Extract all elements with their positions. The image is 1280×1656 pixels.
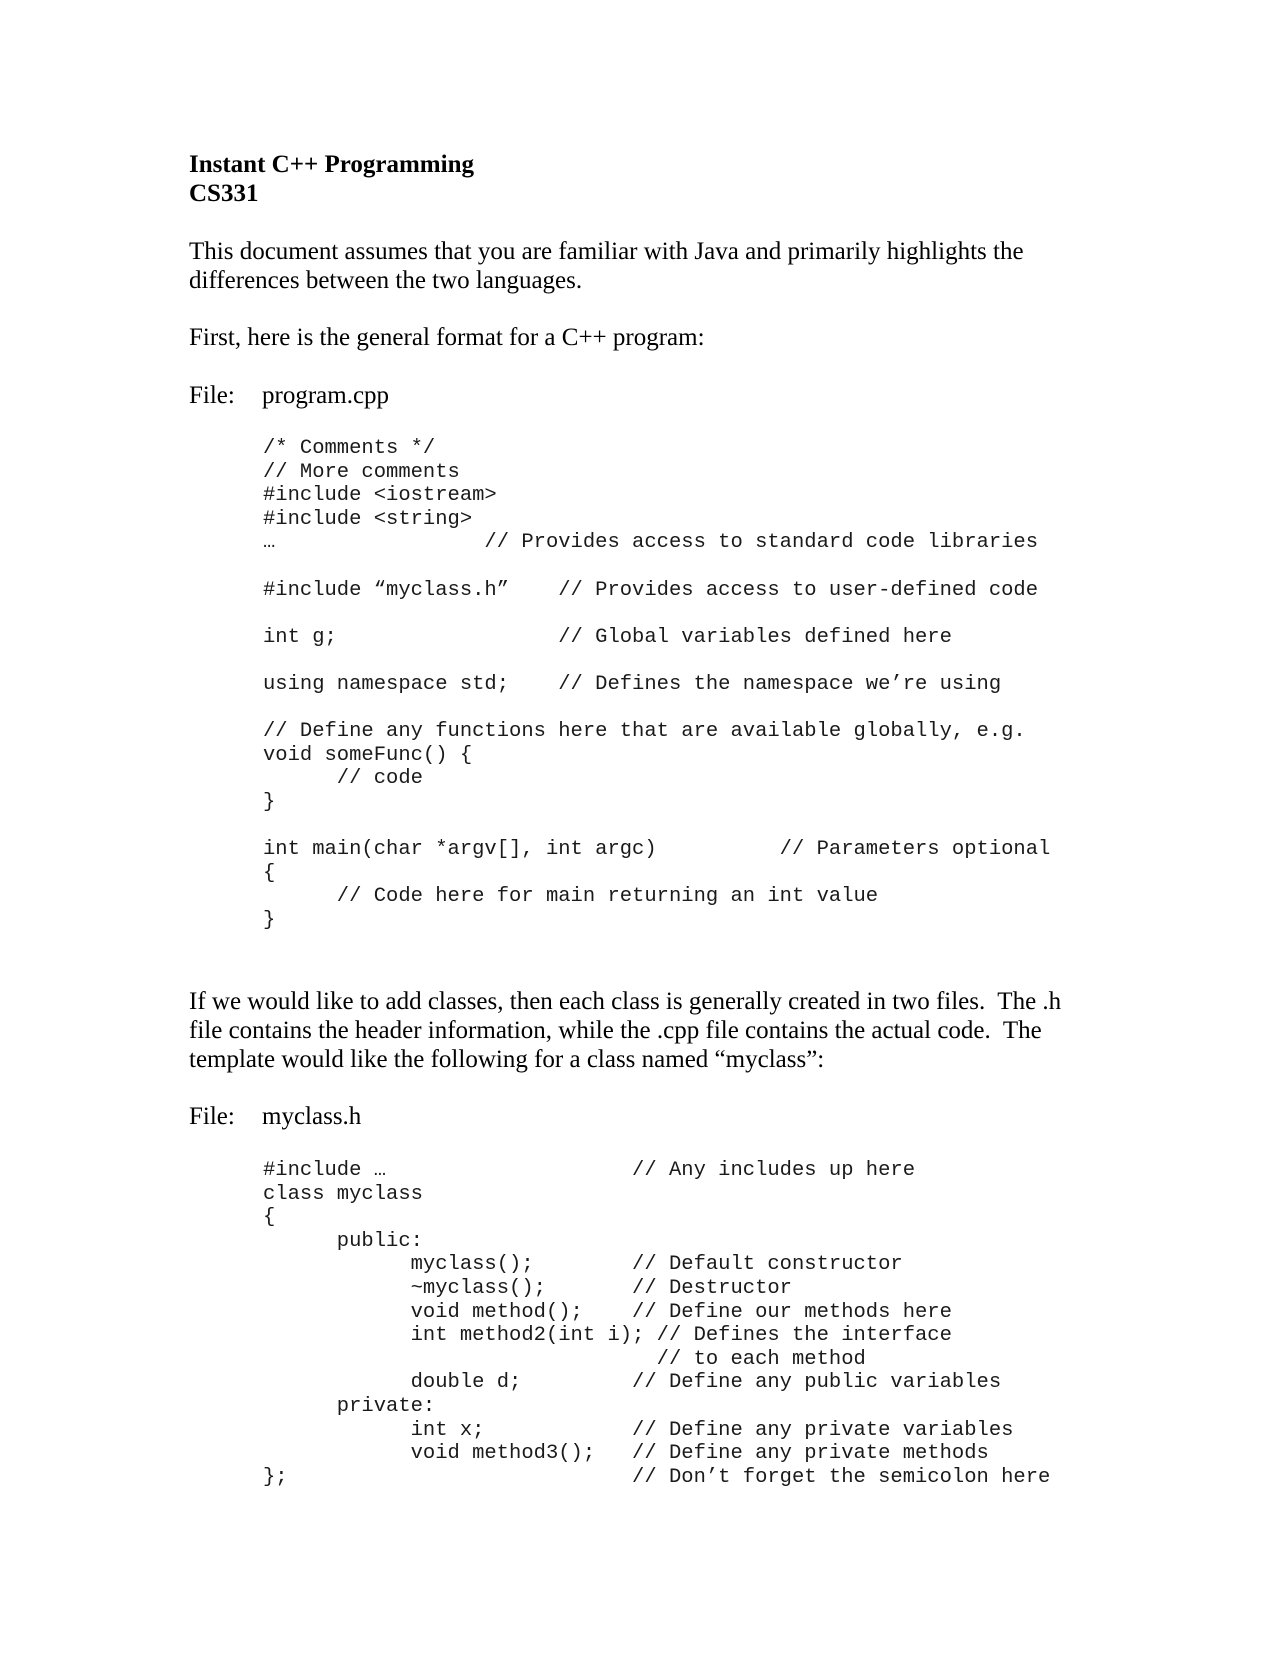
- code-line: … // Provides access to standard code libraries: [263, 531, 1039, 555]
- classes-line-1: If we would like to add classes, then each class is generally created in two files. The .h: [189, 988, 1062, 1015]
- code-line: int main(char *argv[], int argc) // Parameters optional: [263, 838, 1051, 862]
- file-name-header: myclass.h: [262, 1103, 362, 1130]
- code-line: #include <string>: [263, 507, 473, 531]
- code-line: myclass(); // Default constructor: [263, 1253, 903, 1277]
- intro-line-1: This document assumes that you are familiar with Java and primarily highlights the: [189, 238, 1024, 265]
- code-line: private:: [263, 1394, 436, 1418]
- code-line: // code: [263, 767, 423, 791]
- code-block-program: [263, 437, 1050, 932]
- code-line: int g; // Global variables defined here: [263, 625, 952, 649]
- code-line: }: [263, 908, 276, 932]
- code-line: {: [263, 861, 276, 885]
- document-title: Instant C++ Programming: [189, 151, 474, 178]
- code-line: }; // Don’t forget the semicolon here: [263, 1465, 1051, 1489]
- code-line: void someFunc() {: [263, 743, 473, 767]
- code-line: #include … // Any includes up here: [263, 1159, 916, 1182]
- code-line: void method(); // Define our methods here: [263, 1300, 952, 1324]
- code-line: public:: [263, 1229, 423, 1253]
- code-line: class myclass: [263, 1182, 423, 1206]
- code-line: // Code here for main returning an int value: [263, 885, 879, 909]
- code-line: int method2(int i); // Defines the interface: [263, 1324, 952, 1348]
- code-line: ~myclass(); // Destructor: [263, 1276, 792, 1300]
- code-line: {: [263, 1206, 276, 1230]
- code-line: int x; // Define any private variables: [263, 1418, 1014, 1442]
- code-line: using namespace std; // Defines the namespace we’re using: [263, 672, 1002, 696]
- classes-line-2: file contains the header information, while the .cpp file contains the actual code. The: [189, 1017, 1042, 1044]
- code-line: // More comments: [263, 460, 460, 484]
- code-line: // to each method: [263, 1347, 866, 1371]
- file-name-program: program.cpp: [262, 382, 390, 409]
- course-code: CS331: [189, 180, 259, 207]
- code-line: #include <iostream>: [263, 484, 497, 508]
- file-label-program: File:: [189, 382, 235, 409]
- code-block-header: [263, 1159, 1050, 1489]
- intro-line-2: differences between the two languages.: [189, 267, 583, 294]
- code-line: double d; // Define any public variables: [263, 1371, 1002, 1395]
- classes-line-3: template would like the following for a class named “myclass”:: [189, 1046, 825, 1073]
- code-line: void method3(); // Define any private methods: [263, 1442, 989, 1466]
- format-intro: First, here is the general format for a C++ program:: [189, 324, 705, 351]
- code-line: }: [263, 790, 276, 814]
- code-line: /* Comments */: [263, 437, 436, 460]
- file-label-header: File:: [189, 1103, 235, 1130]
- code-line: // Define any functions here that are available globally, e.g.: [263, 720, 1026, 744]
- code-line: #include “myclass.h” // Provides access to user-defined code: [263, 578, 1039, 602]
